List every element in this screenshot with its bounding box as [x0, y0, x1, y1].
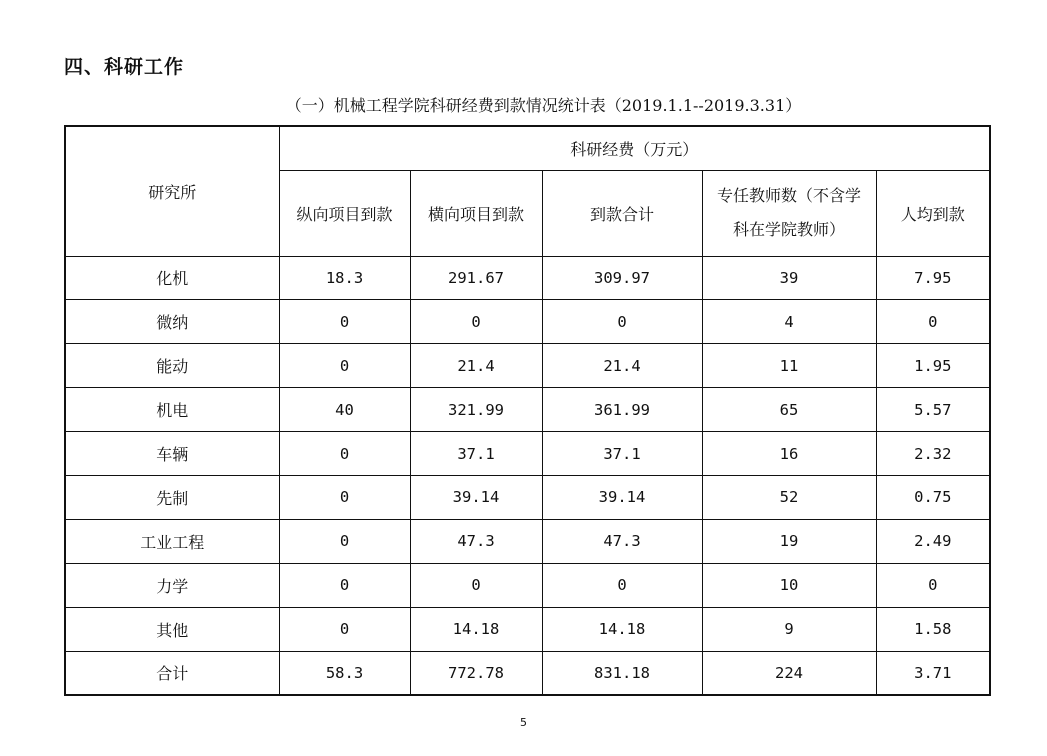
per-capita-cell: 0	[876, 300, 990, 344]
table-row	[65, 388, 990, 432]
horizontal-funding-cell: 772.78	[410, 651, 542, 695]
institute-name-cell: 力学	[65, 563, 279, 607]
vertical-funding-cell: 0	[279, 519, 410, 563]
horizontal-funding-cell: 47.3	[410, 519, 542, 563]
horizontal-funding-cell: 0	[410, 563, 542, 607]
teachers-count-cell: 39	[702, 256, 876, 300]
horizontal-funding-header: 横向项目到款	[410, 170, 542, 256]
per-capita-cell: 1.58	[876, 607, 990, 651]
section-heading: 四、科研工作	[64, 56, 185, 78]
total-funding-cell: 0	[542, 563, 702, 607]
per-capita-cell: 1.95	[876, 344, 990, 388]
total-funding-cell: 831.18	[542, 651, 702, 695]
table-row	[65, 651, 990, 695]
per-capita-cell: 5.57	[876, 388, 990, 432]
institute-name-cell: 先制	[65, 475, 279, 519]
institute-name-cell: 微纳	[65, 300, 279, 344]
teachers-count-header	[702, 170, 876, 256]
institute-name-cell: 其他	[65, 607, 279, 651]
institute-name-cell: 车辆	[65, 432, 279, 476]
institute-name-cell: 工业工程	[65, 519, 279, 563]
institute-name-cell: 合计	[65, 651, 279, 695]
total-funding-cell: 39.14	[542, 475, 702, 519]
institute-column-header: 研究所	[65, 126, 279, 256]
horizontal-funding-cell: 39.14	[410, 475, 542, 519]
teachers-header-line1: 专任教师数（不含学	[716, 186, 861, 205]
total-funding-cell: 361.99	[542, 388, 702, 432]
horizontal-funding-cell: 21.4	[410, 344, 542, 388]
total-funding-cell: 47.3	[542, 519, 702, 563]
vertical-funding-cell: 58.3	[279, 651, 410, 695]
teachers-count-cell: 9	[702, 607, 876, 651]
horizontal-funding-cell: 37.1	[410, 432, 542, 476]
table-row	[65, 607, 990, 651]
per-capita-cell: 2.32	[876, 432, 990, 476]
table-title: （一）机械工程学院科研经费到款情况统计表（2019.1.1--2019.3.31）	[285, 96, 802, 115]
table-row	[65, 563, 990, 607]
table-body	[65, 256, 990, 695]
horizontal-funding-cell: 321.99	[410, 388, 542, 432]
teachers-count-cell: 65	[702, 388, 876, 432]
vertical-funding-cell: 0	[279, 475, 410, 519]
vertical-funding-cell: 18.3	[279, 256, 410, 300]
teachers-count-cell: 19	[702, 519, 876, 563]
table-row	[65, 475, 990, 519]
teachers-count-cell: 10	[702, 563, 876, 607]
table-row	[65, 300, 990, 344]
funding-group-header: 科研经费（万元）	[279, 126, 990, 170]
horizontal-funding-cell: 0	[410, 300, 542, 344]
vertical-funding-cell: 0	[279, 344, 410, 388]
page-number: 5	[520, 716, 527, 729]
vertical-funding-cell: 0	[279, 432, 410, 476]
table-row	[65, 344, 990, 388]
per-capita-header: 人均到款	[876, 170, 990, 256]
teachers-count-cell: 52	[702, 475, 876, 519]
table-row	[65, 432, 990, 476]
teachers-count-cell: 4	[702, 300, 876, 344]
teachers-count-cell: 11	[702, 344, 876, 388]
teachers-header-line2: 科在学院教师）	[732, 220, 845, 239]
per-capita-cell: 0.75	[876, 475, 990, 519]
total-funding-header: 到款合计	[542, 170, 702, 256]
total-funding-cell: 21.4	[542, 344, 702, 388]
per-capita-cell: 7.95	[876, 256, 990, 300]
total-funding-cell: 37.1	[542, 432, 702, 476]
per-capita-cell: 0	[876, 563, 990, 607]
vertical-funding-cell: 0	[279, 300, 410, 344]
table-row	[65, 519, 990, 563]
per-capita-cell: 2.49	[876, 519, 990, 563]
teachers-count-cell: 224	[702, 651, 876, 695]
table-row	[65, 256, 990, 300]
teachers-count-cell: 16	[702, 432, 876, 476]
institute-name-cell: 机电	[65, 388, 279, 432]
total-funding-cell: 309.97	[542, 256, 702, 300]
horizontal-funding-cell: 14.18	[410, 607, 542, 651]
vertical-funding-cell: 0	[279, 607, 410, 651]
vertical-funding-cell: 0	[279, 563, 410, 607]
total-funding-cell: 0	[542, 300, 702, 344]
vertical-funding-cell: 40	[279, 388, 410, 432]
total-funding-cell: 14.18	[542, 607, 702, 651]
funding-statistics-table	[64, 125, 991, 696]
vertical-funding-header: 纵向项目到款	[279, 170, 410, 256]
institute-name-cell: 化机	[65, 256, 279, 300]
per-capita-cell: 3.71	[876, 651, 990, 695]
horizontal-funding-cell: 291.67	[410, 256, 542, 300]
institute-name-cell: 能动	[65, 344, 279, 388]
